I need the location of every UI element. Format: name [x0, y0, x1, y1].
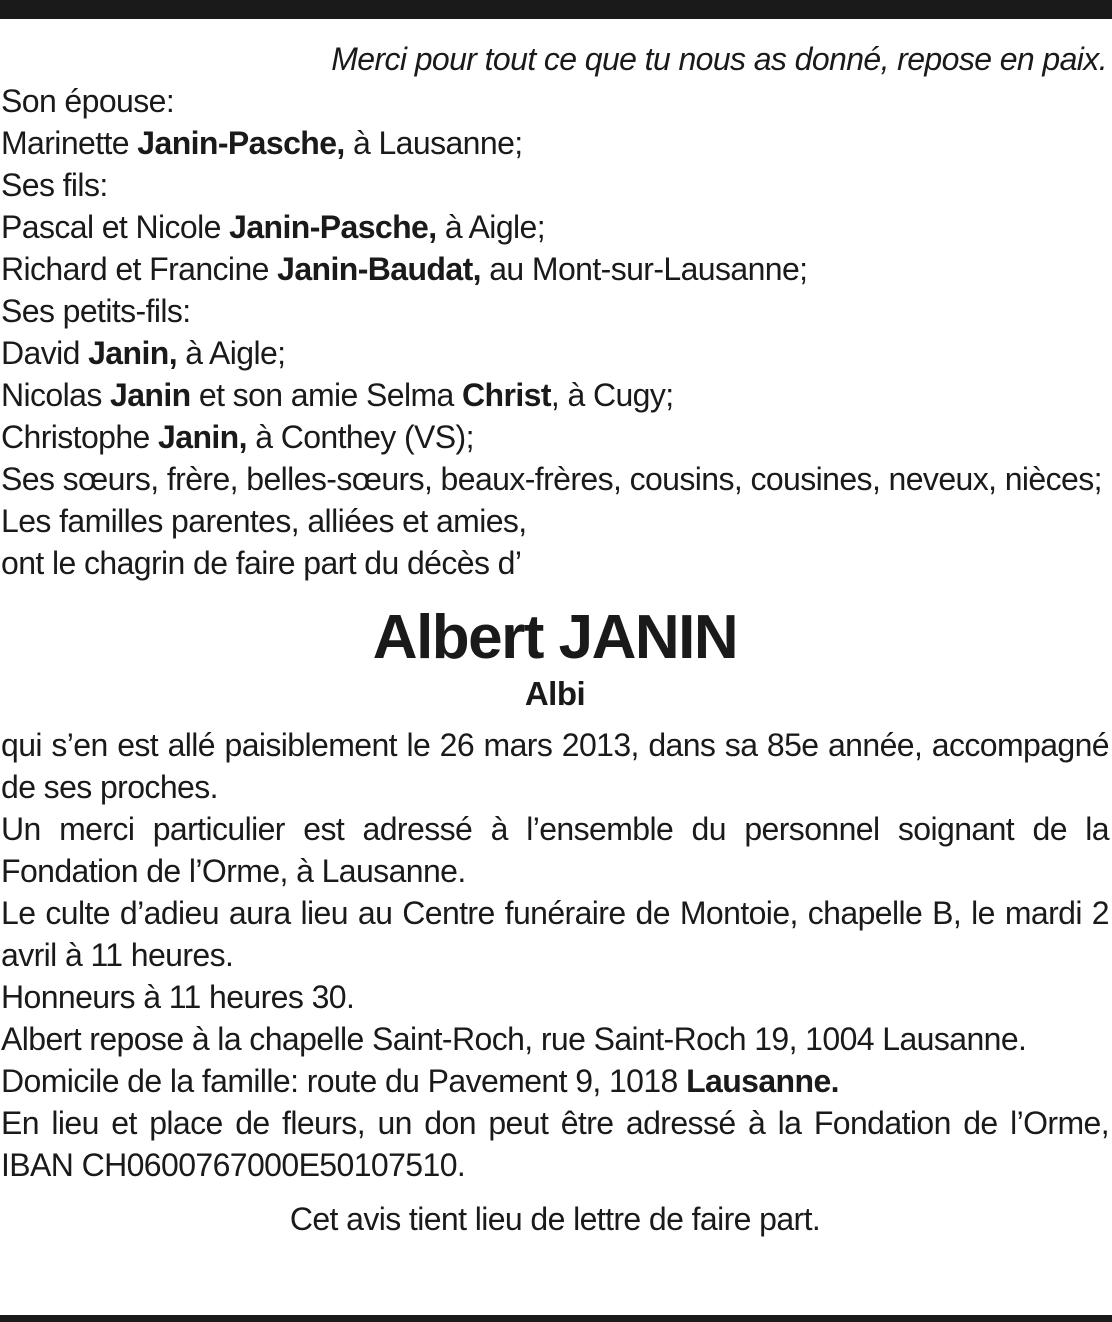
service-paragraph: Le culte d’adieu aura lieu au Centre funéraire de Montoie, chapelle B, le mardi 2 avril à 11 heures. [1, 895, 1109, 973]
announcement-line: ont le chagrin de faire part du décès d’ [1, 545, 522, 581]
obituary-notice [1, 38, 1109, 1240]
son2-location: au Mont-sur-Lausanne; [480, 251, 808, 287]
rest-place-line: Albert repose à la chapelle Saint-Roch, rue Saint-Roch 19, 1004 Lausanne. [1, 1021, 1027, 1057]
spouse-location: à Lausanne; [344, 125, 523, 161]
son1-location: à Aigle; [436, 209, 546, 245]
grandson-line-1 [1, 332, 1109, 374]
spouse-label: Son épouse: [1, 83, 175, 119]
son1-last-name: Janin-Pasche, [229, 209, 437, 245]
honors-line: Honneurs à 11 heures 30. [1, 979, 355, 1015]
bottom-rule [0, 1315, 1112, 1322]
grandson2-partner-last-name: Christ [462, 377, 551, 413]
sons-label: Ses fils: [1, 167, 108, 203]
son1-first-names: Pascal et Nicole [1, 209, 230, 245]
grandson1-last-name: Janin, [88, 335, 177, 371]
spouse-line [1, 122, 1109, 164]
grandson3-last-name: Janin, [158, 419, 247, 455]
son2-last-name: Janin-Baudat, [277, 251, 481, 287]
grandson2-last-name: Janin [110, 377, 191, 413]
deceased-nickname: Albi [524, 675, 586, 712]
passing-paragraph: qui s’en est allé paisiblement le 26 mars 2013, dans sa 85e année, accompagné de ses proches. [1, 727, 1109, 805]
domicile-address: Domicile de la famille: route du Pavement 9, 1018 [1, 1063, 687, 1099]
grandson2-partner: et son amie Selma [190, 377, 463, 413]
son2-first-names: Richard et Francine [1, 251, 278, 287]
siblings-paragraph: Ses sœurs, frère, belles-sœurs, beaux-frères, cousins, cousines, neveux, nièces; [1, 461, 1102, 497]
grandson-line-2 [1, 374, 1109, 416]
son-line-1 [1, 206, 1109, 248]
donation-paragraph: En lieu et place de fleurs, un don peut être adressé à la Fondation de l’Orme, IBAN CH0600767000E50107510. [1, 1105, 1109, 1183]
spouse-last-name: Janin-Pasche, [137, 125, 345, 161]
thanks-paragraph: Un merci particulier est adressé à l’ensemble du personnel soignant de la Fondation de l’Orme, à Lausanne. [1, 811, 1109, 889]
grandsons-label: Ses petits-fils: [1, 293, 191, 329]
grandson2-first-name: Nicolas [1, 377, 111, 413]
grandson1-first-name: David [1, 335, 89, 371]
closing-line: Cet avis tient lieu de lettre de faire part. [289, 1201, 821, 1237]
grandson1-location: à Aigle; [176, 335, 286, 371]
son-line-2 [1, 248, 1109, 290]
grandson2-location: , à Cugy; [550, 377, 674, 413]
grandson3-first-name: Christophe [1, 419, 159, 455]
families-line: Les familles parentes, alliées et amies, [1, 503, 527, 539]
grandson3-location: à Conthey (VS); [246, 419, 474, 455]
domicile-city: Lausanne. [686, 1063, 839, 1099]
top-rule [0, 0, 1112, 19]
grandson-line-3 [1, 416, 1109, 458]
domicile-line [1, 1060, 1109, 1102]
motto: Merci pour tout ce que tu nous as donné, repose en paix. [331, 41, 1107, 77]
deceased-name: Albert JANIN [372, 603, 738, 672]
spouse-first-name: Marinette [1, 125, 138, 161]
